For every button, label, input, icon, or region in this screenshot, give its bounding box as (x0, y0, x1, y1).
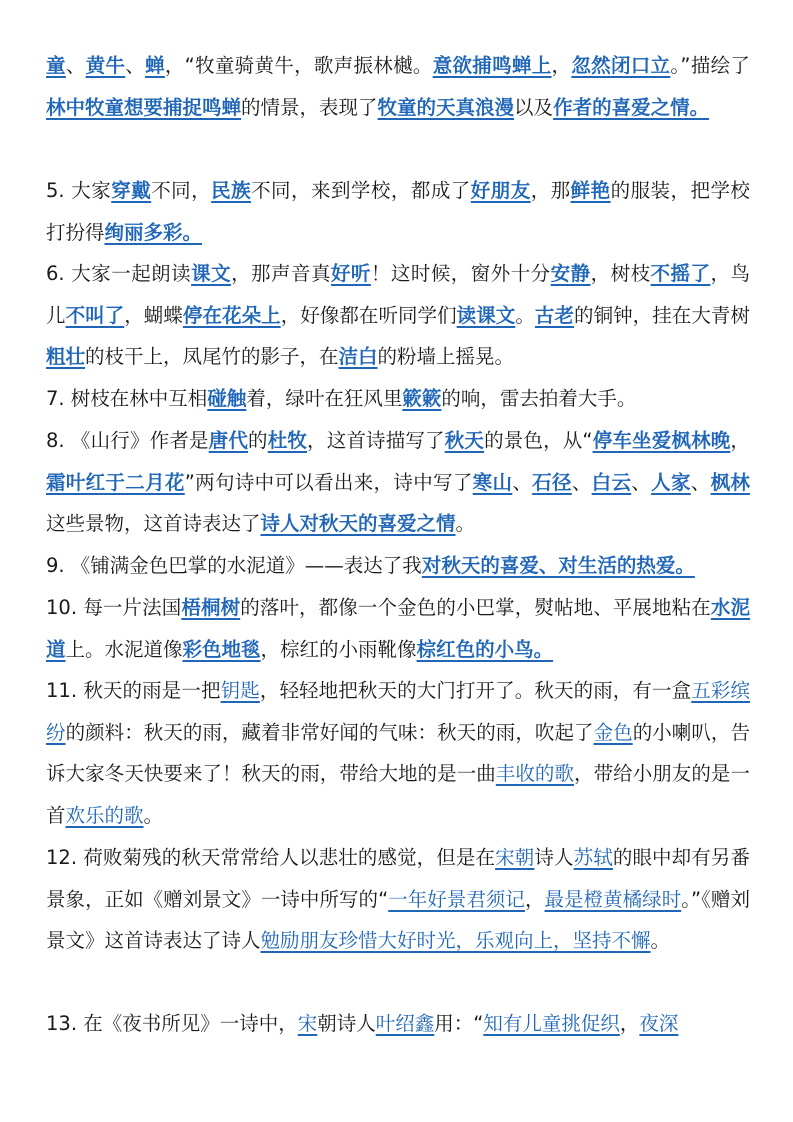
answer-fill: 欢乐的歌 (65, 803, 144, 827)
text-run: 的响，雷去拍着大手。 (441, 387, 637, 410)
answer-fill: 忽然闭口立 (571, 54, 671, 77)
paragraph-11 (46, 670, 750, 836)
text-run: 、 (631, 470, 652, 494)
answer-fill: 夜深 (639, 1012, 679, 1035)
text-run: 的落叶，都像一个金色的小巴掌，熨帖地、平展地粘在 (240, 596, 711, 619)
answer-fill: 苏轼 (573, 846, 613, 869)
text-run: ，这首诗描写了 (307, 429, 445, 452)
text-run: 、 (65, 54, 86, 77)
text-run: ， (619, 1012, 640, 1035)
text-run: 、 (512, 470, 533, 494)
answer-fill: 穿戴 (111, 179, 152, 202)
answer-fill: 五彩缤纷 (46, 679, 750, 744)
paragraph-5 (46, 170, 750, 253)
answer-fill: 梧桐树 (181, 596, 241, 619)
answer-fill: 叶绍鑫 (375, 1012, 435, 1035)
answer-fill: 停车坐爱枫林晚 (592, 429, 731, 452)
answer-fill: 课文 (191, 262, 232, 285)
text-run: 。”《赠刘景文》这首诗表达了诗人 (46, 887, 750, 952)
text-run: 用：“ (434, 1012, 484, 1035)
answer-fill: 黄牛 (85, 54, 126, 77)
text-run: ，蝴蝶 (124, 303, 183, 327)
text-run: 13. 在《夜书所见》一诗中， (46, 1012, 298, 1035)
answer-fill: 不摇了 (650, 262, 711, 285)
answer-fill: 林中牧童想要捕捉鸣蝉 (46, 95, 242, 119)
answer-fill: 白云 (591, 470, 632, 494)
text-run: 、 (690, 470, 711, 494)
answer-fill: 洁白 (338, 345, 378, 368)
text-run: 的粉墙上摇晃。 (377, 345, 515, 368)
answer-fill: 秋天 (444, 429, 485, 452)
text-run: 的小喇叭，告诉大家冬天快要来了！秋天的雨，带给大地的是一曲 (46, 720, 750, 785)
answer-fill: 鲜艳 (570, 179, 611, 202)
answer-fill: 不叫了 (65, 303, 125, 327)
text-run: 、 (571, 470, 592, 494)
text-run: 上。水泥道像 (65, 637, 183, 661)
text-run: 6. 大家一起朗读 (46, 262, 192, 285)
answer-fill: 粗壮 (46, 345, 86, 368)
answer-fill: 碰触 (207, 387, 247, 410)
text-run: ，棕红的小雨靴像 (260, 637, 417, 661)
answer-fill: 水泥道 (46, 596, 750, 661)
text-run: ，那 (530, 179, 571, 202)
text-run: ，好像都在听同学们 (280, 303, 457, 327)
paragraph-12 (46, 837, 750, 962)
text-run: ，带给小朋友的是一首 (46, 762, 750, 827)
answer-fill: 牧童的天真浪漫 (377, 95, 515, 119)
answer-fill: 宋朝 (495, 846, 535, 869)
text-run: 12. 荷败菊残的秋天常常给人以悲壮的感觉，但是在 (46, 846, 496, 869)
answer-fill: 宋 (297, 1012, 318, 1035)
answer-fill: 霜叶红于二月花 (46, 470, 185, 494)
answer-fill: 唐代 (208, 429, 249, 452)
text-run: 5. 大家 (46, 179, 112, 202)
answer-fill: 蝉 (145, 54, 165, 77)
text-run: ， (524, 887, 545, 911)
text-run: 不同，来到学校，都成了 (251, 179, 471, 202)
text-run: ， (730, 429, 750, 452)
paragraph-13 (46, 1003, 750, 1045)
text-run: ”两句诗中可以看出来，诗中写了 (184, 470, 473, 494)
paragraph-6 (46, 253, 750, 378)
paragraph-10 (46, 587, 750, 670)
paragraph-4-continued (46, 45, 750, 128)
answer-fill: 枫林 (710, 470, 750, 494)
text-run: 。”描绘了 (670, 54, 750, 77)
answer-fill: 停在花朵上 (182, 303, 281, 327)
text-run: 的 (248, 429, 268, 452)
text-run: ，轻轻地把秋天的大门打开了。秋天的雨，有一盒 (259, 679, 692, 702)
answer-fill: 好听 (330, 262, 371, 285)
text-run: 9. 《铺满金色巴掌的水泥道》——表达了我 (46, 554, 422, 577)
answer-fill: 勉励朋友珍惜大好时光，乐观向上，坚持不懈 (260, 929, 651, 952)
text-run: 10. 每一片法国 (46, 596, 182, 619)
text-run: 的服装，把学校打扮得 (46, 179, 750, 244)
text-run: 诗人 (534, 846, 574, 869)
text-run: 这些景物，这首诗表达了 (46, 512, 261, 535)
text-run: 朝诗人 (317, 1012, 376, 1035)
answer-fill: 对秋天的喜爱、对生活的热爱。 (421, 554, 695, 577)
answer-fill: 簌簌 (402, 387, 442, 410)
text-run: 着，绿叶在狂风里 (246, 387, 403, 410)
answer-fill: 诗人对秋天的喜爱之情 (260, 512, 456, 535)
text-run: 的颜料：秋天的雨，藏着非常好闻的气味：秋天的雨，吹起了 (65, 720, 594, 744)
answer-fill: 石径 (532, 470, 572, 494)
answer-fill: 钥匙 (220, 679, 260, 702)
answer-fill: 安静 (550, 262, 591, 285)
text-run: 的景色，从“ (484, 429, 593, 452)
answer-fill: 童 (46, 54, 66, 77)
answer-fill: 意欲捕鸣蝉上 (432, 54, 552, 77)
answer-fill: 绚丽多彩。 (104, 220, 203, 244)
text-run: ，鸟儿 (46, 262, 750, 327)
answer-fill: 一年好景君须记 (388, 887, 525, 911)
text-run: 的枝干上，凤尾竹的影子，在 (85, 345, 339, 368)
answer-fill: 知有儿童挑促织 (483, 1012, 620, 1035)
text-run: ，树枝 (590, 262, 651, 285)
answer-fill: 寒山 (472, 470, 513, 494)
text-run: ， (551, 54, 572, 77)
text-run: 以及 (514, 95, 554, 119)
answer-fill: 丰收的歌 (495, 762, 575, 785)
text-run: 的情景，表现了 (241, 95, 378, 119)
answer-fill: 古老 (534, 303, 575, 327)
answer-fill: 人家 (651, 470, 691, 494)
text-run: 。 (455, 512, 476, 535)
text-run: 。 (515, 303, 535, 327)
text-run: 。 (143, 803, 164, 827)
paragraph-9 (46, 545, 750, 587)
text-run: 。 (650, 929, 671, 952)
text-run: ，那声音真 (231, 262, 331, 285)
paragraph-7 (46, 378, 750, 420)
text-run: 7. 树枝在林中互相 (46, 387, 208, 410)
answer-fill: 彩色地毯 (182, 637, 261, 661)
answer-fill: 金色 (593, 720, 633, 744)
text-run: 不同， (151, 179, 212, 202)
text-run: 的铜钟，挂在大青树 (574, 303, 750, 327)
text-run: ，“牧童骑黄牛，歌声振林樾。 (164, 54, 433, 77)
answer-fill: 杜牧 (267, 429, 308, 452)
text-run: 8. 《山行》作者是 (46, 429, 209, 452)
answer-fill: 最是橙黄橘绿时 (544, 887, 682, 911)
text-run: ！这时候，窗外十分 (370, 262, 551, 285)
text-run: 11. 秋天的雨是一把 (46, 679, 221, 702)
answer-fill: 棕红色的小鸟。 (416, 637, 554, 661)
text-run: 的眼中却有另番景象，正如《赠刘景文》一诗中所写的“ (46, 846, 750, 911)
text-run: 、 (125, 54, 146, 77)
paragraph-8 (46, 420, 750, 545)
answer-fill: 好朋友 (470, 179, 531, 202)
answer-fill: 读课文 (456, 303, 516, 327)
answer-fill: 民族 (211, 179, 252, 202)
answer-fill: 作者的喜爱之情。 (553, 95, 710, 119)
